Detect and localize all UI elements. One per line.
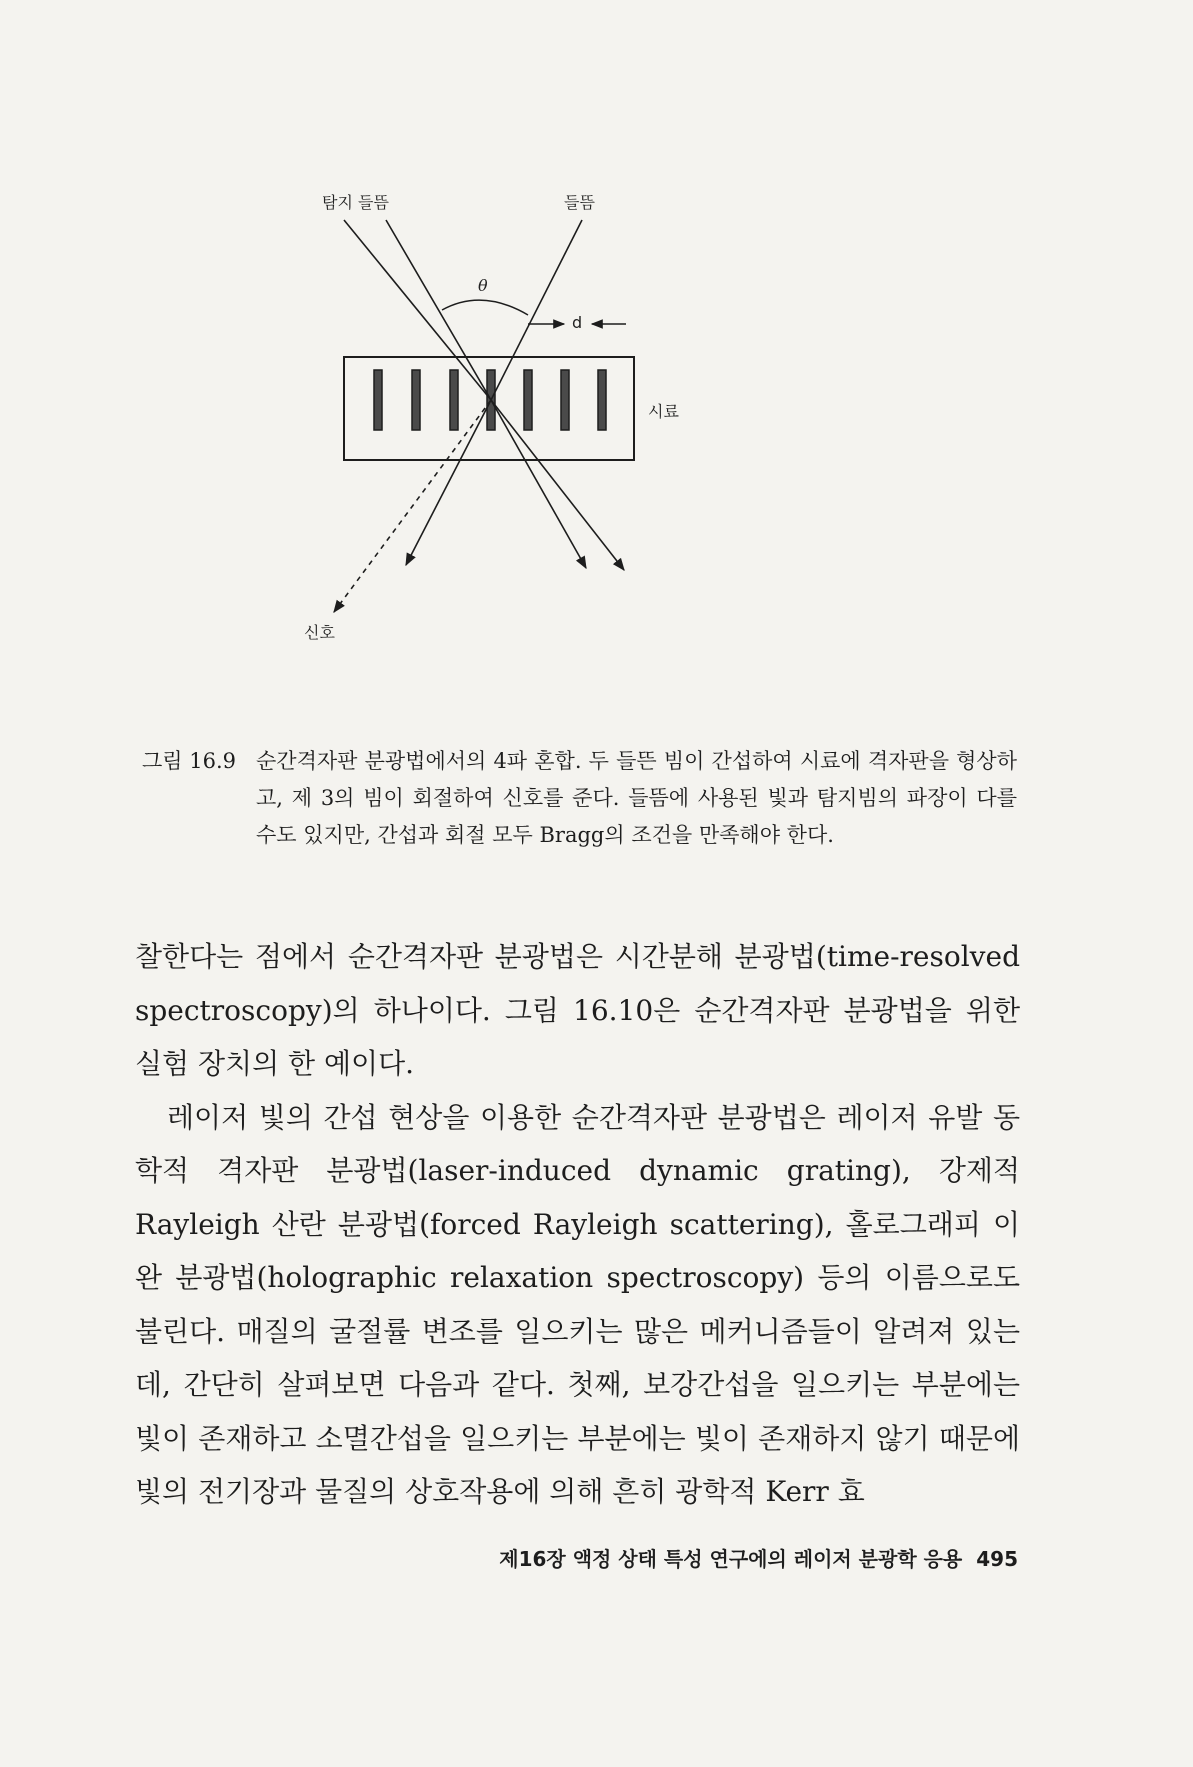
caption-text: 순간격자판 분광법에서의 4파 혼합. 두 들뜬 빔이 간섭하여 시료에 격자판을 형상하고, 제 3의 빔이 회절하여 신호를 준다. 들뜸에 사용된 빛과 탐지빔의 파장이 다를 수도 있지만, 간섭과 회절 모두 Bragg의 조건을 만족해야 한다. (256, 749, 1017, 847)
probe-pump-label: 탐지 들뜸 (322, 193, 389, 212)
theta-arc (442, 300, 528, 315)
pump-label: 들뜸 (564, 193, 595, 212)
signal-beam (334, 400, 491, 612)
body-text (135, 930, 1020, 1519)
page-number: 495 (976, 1547, 1018, 1571)
caption-number: 그림 16.9 (142, 749, 237, 773)
grating-fringe (374, 370, 382, 430)
signal-label: 신호 (304, 623, 335, 642)
theta-label: θ (478, 276, 488, 295)
figure-16-9 (304, 193, 800, 740)
grating-fringe (598, 370, 606, 430)
paragraph: 찰한다는 점에서 순간격자판 분광법은 시간분해 분광법(time-resolved spectroscopy)의 하나이다. 그림 16.10은 순간격자판 분광법을 위한 실험 장치의 한 예이다. (135, 940, 1020, 1080)
grating-fringe (561, 370, 569, 430)
d-label: d (572, 313, 583, 332)
pump-beam-1-in (386, 220, 491, 400)
probe-beam-out (491, 400, 586, 568)
grating-fringe (450, 370, 458, 430)
figure-caption (142, 743, 1017, 854)
grating-fringe (524, 370, 532, 430)
four-wave-mixing-diagram (330, 200, 800, 740)
paragraph: 레이저 빛의 간섭 현상을 이용한 순간격자판 분광법은 레이저 유발 동학적 격자판 분광법(laser-induced dynamic grating), 강제적 Rayleigh 산란 분광법(forced Rayleigh scattering), 홀로그래피 이완 분광법(holographic relaxation spectroscopy) 등의 이름으로도 불린다. 매질의 굴절률 변조를 일으키는 많은 메커니즘들이 알려져 있는데, 간단히 살펴보면 다음과 같다. 첫째, 보강간섭을 일으키는 부분에는 빛이 존재하고 소멸간섭을 일으키는 부분에는 빛이 존재하지 않기 때문에 빛의 전기장과 물질의 상호작용에 의해 흔히 광학적 Kerr 효 (135, 1100, 1020, 1508)
grating-fringe (412, 370, 420, 430)
sample-label: 시료 (648, 402, 679, 421)
running-footer (378, 1543, 1018, 1572)
chapter-title: 제16장 액정 상태 특성 연구에의 레이저 분광학 응용 (499, 1547, 963, 1571)
